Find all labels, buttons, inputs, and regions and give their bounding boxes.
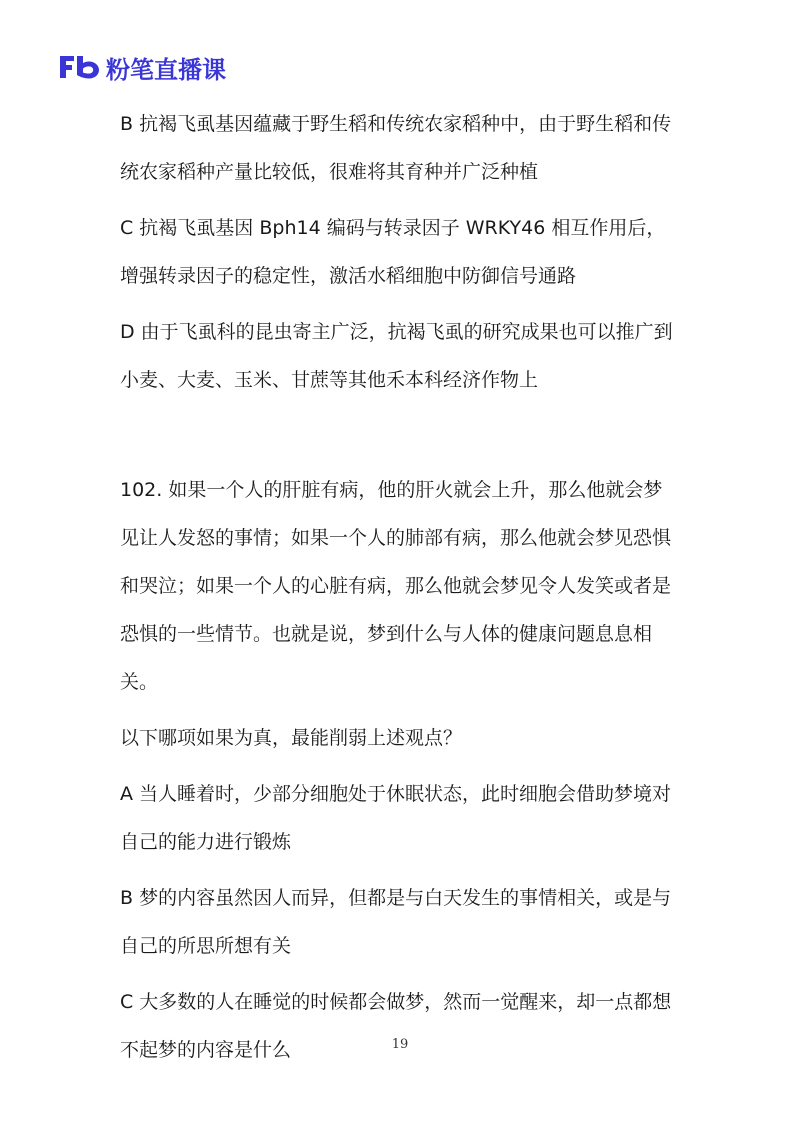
option-d-q101: D 由于飞虱科的昆虫寄主广泛，抗褐飞虱的研究成果也可以推广到小麦、大麦、玉米、甘蔗等其他禾本科经济作物上	[120, 321, 673, 391]
option-c-q102: C 大多数的人在睡觉的时候都会做梦，然而一觉醒来，却一点都想不起梦的内容是什么	[120, 991, 672, 1061]
header	[58, 50, 226, 84]
brand-name: 粉笔直播课	[106, 55, 226, 84]
question-102-prompt: 以下哪项如果为真，最能削弱上述观点？	[120, 727, 463, 749]
option-b-q102: B 梦的内容虽然因人而异，但都是与白天发生的事情相关，或是与自己的所思所想有关	[120, 887, 672, 957]
page-number: 19	[391, 1037, 409, 1052]
question-102-stem: 102. 如果一个人的肝脏有病，他的肝火就会上升，那么他就会梦见让人发怒的事情；如果一个人的肺部有病，那么他就会梦见恐惧和哭泣；如果一个人的心脏有病，那么他就会梦见令人发笑或者是恐惧的一些情节。也就是说，梦到什么与人体的健康问题息息相关。	[120, 479, 672, 693]
option-c-q101: C 抗褐飞虱基因 Bph14 编码与转录因子 WRKY46 相互作用后，增强转录因子的稳定性，激活水稻细胞中防御信号通路	[120, 217, 666, 287]
fb-logo-icon	[58, 52, 102, 82]
option-b-q101: B 抗褐飞虱基因蕴藏于野生稻和传统农家稻种中，由于野生稻和传统农家稻种产量比较低，很难将其育种并广泛种植	[120, 113, 672, 183]
document-body	[120, 100, 680, 1074]
option-a-q102: A 当人睡着时，少部分细胞处于休眠状态，此时细胞会借助梦境对自己的能力进行锻炼	[120, 783, 672, 853]
